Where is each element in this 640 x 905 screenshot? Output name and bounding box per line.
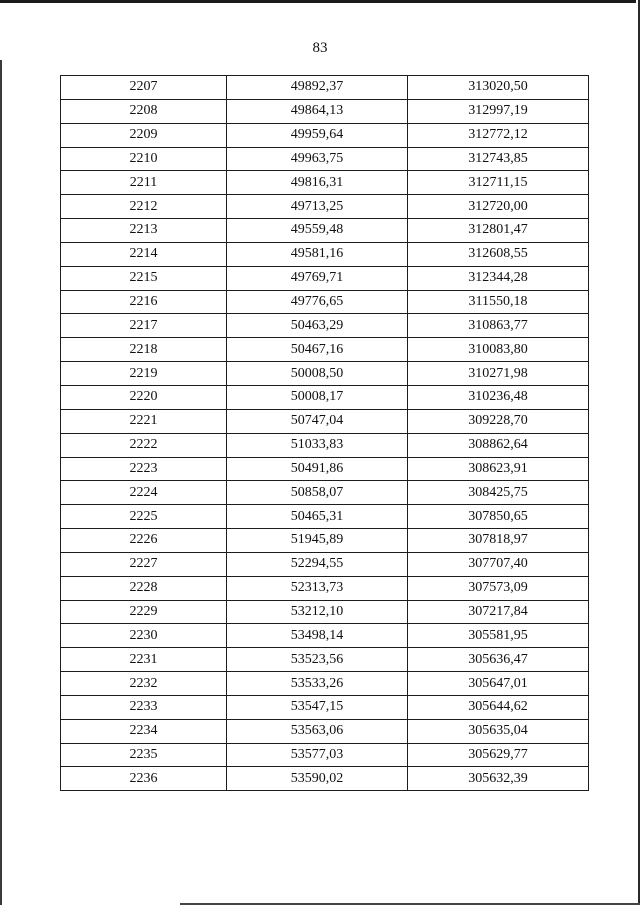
point-number-cell: 2235 bbox=[61, 743, 227, 767]
table-row bbox=[61, 409, 589, 433]
point-number-cell: 2213 bbox=[61, 219, 227, 243]
y-coordinate-cell: 312997,19 bbox=[408, 99, 589, 123]
y-coordinate-cell: 310271,98 bbox=[408, 362, 589, 386]
x-coordinate-cell: 49963,75 bbox=[227, 147, 408, 171]
x-coordinate-cell: 50465,31 bbox=[227, 505, 408, 529]
point-number-cell: 2229 bbox=[61, 600, 227, 624]
point-number-cell: 2220 bbox=[61, 385, 227, 409]
table-row bbox=[61, 767, 589, 791]
x-coordinate-cell: 53547,15 bbox=[227, 695, 408, 719]
x-coordinate-cell: 53563,06 bbox=[227, 719, 408, 743]
x-coordinate-cell: 50008,50 bbox=[227, 362, 408, 386]
table-row bbox=[61, 433, 589, 457]
table-row bbox=[61, 123, 589, 147]
point-number-cell: 2226 bbox=[61, 529, 227, 553]
table-row bbox=[61, 552, 589, 576]
point-number-cell: 2233 bbox=[61, 695, 227, 719]
point-number-cell: 2223 bbox=[61, 457, 227, 481]
x-coordinate-cell: 50747,04 bbox=[227, 409, 408, 433]
x-coordinate-cell: 50463,29 bbox=[227, 314, 408, 338]
y-coordinate-cell: 313020,50 bbox=[408, 76, 589, 100]
point-number-cell: 2214 bbox=[61, 242, 227, 266]
y-coordinate-cell: 312720,00 bbox=[408, 195, 589, 219]
table-row bbox=[61, 648, 589, 672]
scan-border-left bbox=[0, 60, 2, 905]
point-number-cell: 2212 bbox=[61, 195, 227, 219]
point-number-cell: 2231 bbox=[61, 648, 227, 672]
table-row bbox=[61, 505, 589, 529]
table-row bbox=[61, 695, 589, 719]
x-coordinate-cell: 50491,86 bbox=[227, 457, 408, 481]
table-row bbox=[61, 719, 589, 743]
y-coordinate-cell: 312801,47 bbox=[408, 219, 589, 243]
table-row bbox=[61, 624, 589, 648]
y-coordinate-cell: 308862,64 bbox=[408, 433, 589, 457]
table-row bbox=[61, 99, 589, 123]
table-row bbox=[61, 147, 589, 171]
point-number-cell: 2234 bbox=[61, 719, 227, 743]
y-coordinate-cell: 310863,77 bbox=[408, 314, 589, 338]
y-coordinate-cell: 312772,12 bbox=[408, 123, 589, 147]
point-number-cell: 2222 bbox=[61, 433, 227, 457]
point-number-cell: 2219 bbox=[61, 362, 227, 386]
y-coordinate-cell: 312344,28 bbox=[408, 266, 589, 290]
x-coordinate-cell: 53523,56 bbox=[227, 648, 408, 672]
y-coordinate-cell: 308425,75 bbox=[408, 481, 589, 505]
y-coordinate-cell: 305632,39 bbox=[408, 767, 589, 791]
table-row bbox=[61, 171, 589, 195]
y-coordinate-cell: 311550,18 bbox=[408, 290, 589, 314]
x-coordinate-cell: 53498,14 bbox=[227, 624, 408, 648]
y-coordinate-cell: 312743,85 bbox=[408, 147, 589, 171]
table-row bbox=[61, 362, 589, 386]
x-coordinate-cell: 49559,48 bbox=[227, 219, 408, 243]
point-number-cell: 2221 bbox=[61, 409, 227, 433]
point-number-cell: 2209 bbox=[61, 123, 227, 147]
table-row bbox=[61, 242, 589, 266]
table-row bbox=[61, 314, 589, 338]
table-row bbox=[61, 219, 589, 243]
point-number-cell: 2207 bbox=[61, 76, 227, 100]
x-coordinate-cell: 51033,83 bbox=[227, 433, 408, 457]
x-coordinate-cell: 50858,07 bbox=[227, 481, 408, 505]
y-coordinate-cell: 307818,97 bbox=[408, 529, 589, 553]
x-coordinate-cell: 49892,37 bbox=[227, 76, 408, 100]
y-coordinate-cell: 310083,80 bbox=[408, 338, 589, 362]
x-coordinate-cell: 53577,03 bbox=[227, 743, 408, 767]
table-row bbox=[61, 338, 589, 362]
page-number: 83 bbox=[312, 40, 328, 56]
x-coordinate-cell: 49959,64 bbox=[227, 123, 408, 147]
table-row bbox=[61, 266, 589, 290]
y-coordinate-cell: 305629,77 bbox=[408, 743, 589, 767]
y-coordinate-cell: 312608,55 bbox=[408, 242, 589, 266]
x-coordinate-cell: 49713,25 bbox=[227, 195, 408, 219]
table-row bbox=[61, 385, 589, 409]
point-number-cell: 2216 bbox=[61, 290, 227, 314]
point-number-cell: 2211 bbox=[61, 171, 227, 195]
y-coordinate-cell: 305636,47 bbox=[408, 648, 589, 672]
point-number-cell: 2232 bbox=[61, 672, 227, 696]
x-coordinate-cell: 53533,26 bbox=[227, 672, 408, 696]
x-coordinate-cell: 49769,71 bbox=[227, 266, 408, 290]
point-number-cell: 2215 bbox=[61, 266, 227, 290]
y-coordinate-cell: 310236,48 bbox=[408, 385, 589, 409]
x-coordinate-cell: 50008,17 bbox=[227, 385, 408, 409]
table-row bbox=[61, 457, 589, 481]
y-coordinate-cell: 309228,70 bbox=[408, 409, 589, 433]
y-coordinate-cell: 305644,62 bbox=[408, 695, 589, 719]
x-coordinate-cell: 50467,16 bbox=[227, 338, 408, 362]
point-number-cell: 2217 bbox=[61, 314, 227, 338]
x-coordinate-cell: 51945,89 bbox=[227, 529, 408, 553]
coordinates-table bbox=[60, 75, 589, 791]
x-coordinate-cell: 52313,73 bbox=[227, 576, 408, 600]
x-coordinate-cell: 49816,31 bbox=[227, 171, 408, 195]
table-row bbox=[61, 195, 589, 219]
table-row bbox=[61, 529, 589, 553]
point-number-cell: 2218 bbox=[61, 338, 227, 362]
point-number-cell: 2227 bbox=[61, 552, 227, 576]
table-row bbox=[61, 576, 589, 600]
table-row bbox=[61, 76, 589, 100]
y-coordinate-cell: 308623,91 bbox=[408, 457, 589, 481]
table-row bbox=[61, 290, 589, 314]
x-coordinate-cell: 49581,16 bbox=[227, 242, 408, 266]
table-row bbox=[61, 481, 589, 505]
table-row bbox=[61, 672, 589, 696]
y-coordinate-cell: 305581,95 bbox=[408, 624, 589, 648]
x-coordinate-cell: 52294,55 bbox=[227, 552, 408, 576]
point-number-cell: 2224 bbox=[61, 481, 227, 505]
point-number-cell: 2225 bbox=[61, 505, 227, 529]
y-coordinate-cell: 307573,09 bbox=[408, 576, 589, 600]
x-coordinate-cell: 53212,10 bbox=[227, 600, 408, 624]
coordinates-table-body bbox=[61, 76, 589, 791]
table-row bbox=[61, 743, 589, 767]
y-coordinate-cell: 305647,01 bbox=[408, 672, 589, 696]
x-coordinate-cell: 49776,65 bbox=[227, 290, 408, 314]
scan-border-top bbox=[0, 0, 636, 3]
point-number-cell: 2208 bbox=[61, 99, 227, 123]
y-coordinate-cell: 312711,15 bbox=[408, 171, 589, 195]
y-coordinate-cell: 307217,84 bbox=[408, 600, 589, 624]
table-row bbox=[61, 600, 589, 624]
x-coordinate-cell: 53590,02 bbox=[227, 767, 408, 791]
point-number-cell: 2228 bbox=[61, 576, 227, 600]
point-number-cell: 2230 bbox=[61, 624, 227, 648]
y-coordinate-cell: 307707,40 bbox=[408, 552, 589, 576]
y-coordinate-cell: 305635,04 bbox=[408, 719, 589, 743]
x-coordinate-cell: 49864,13 bbox=[227, 99, 408, 123]
point-number-cell: 2236 bbox=[61, 767, 227, 791]
y-coordinate-cell: 307850,65 bbox=[408, 505, 589, 529]
point-number-cell: 2210 bbox=[61, 147, 227, 171]
